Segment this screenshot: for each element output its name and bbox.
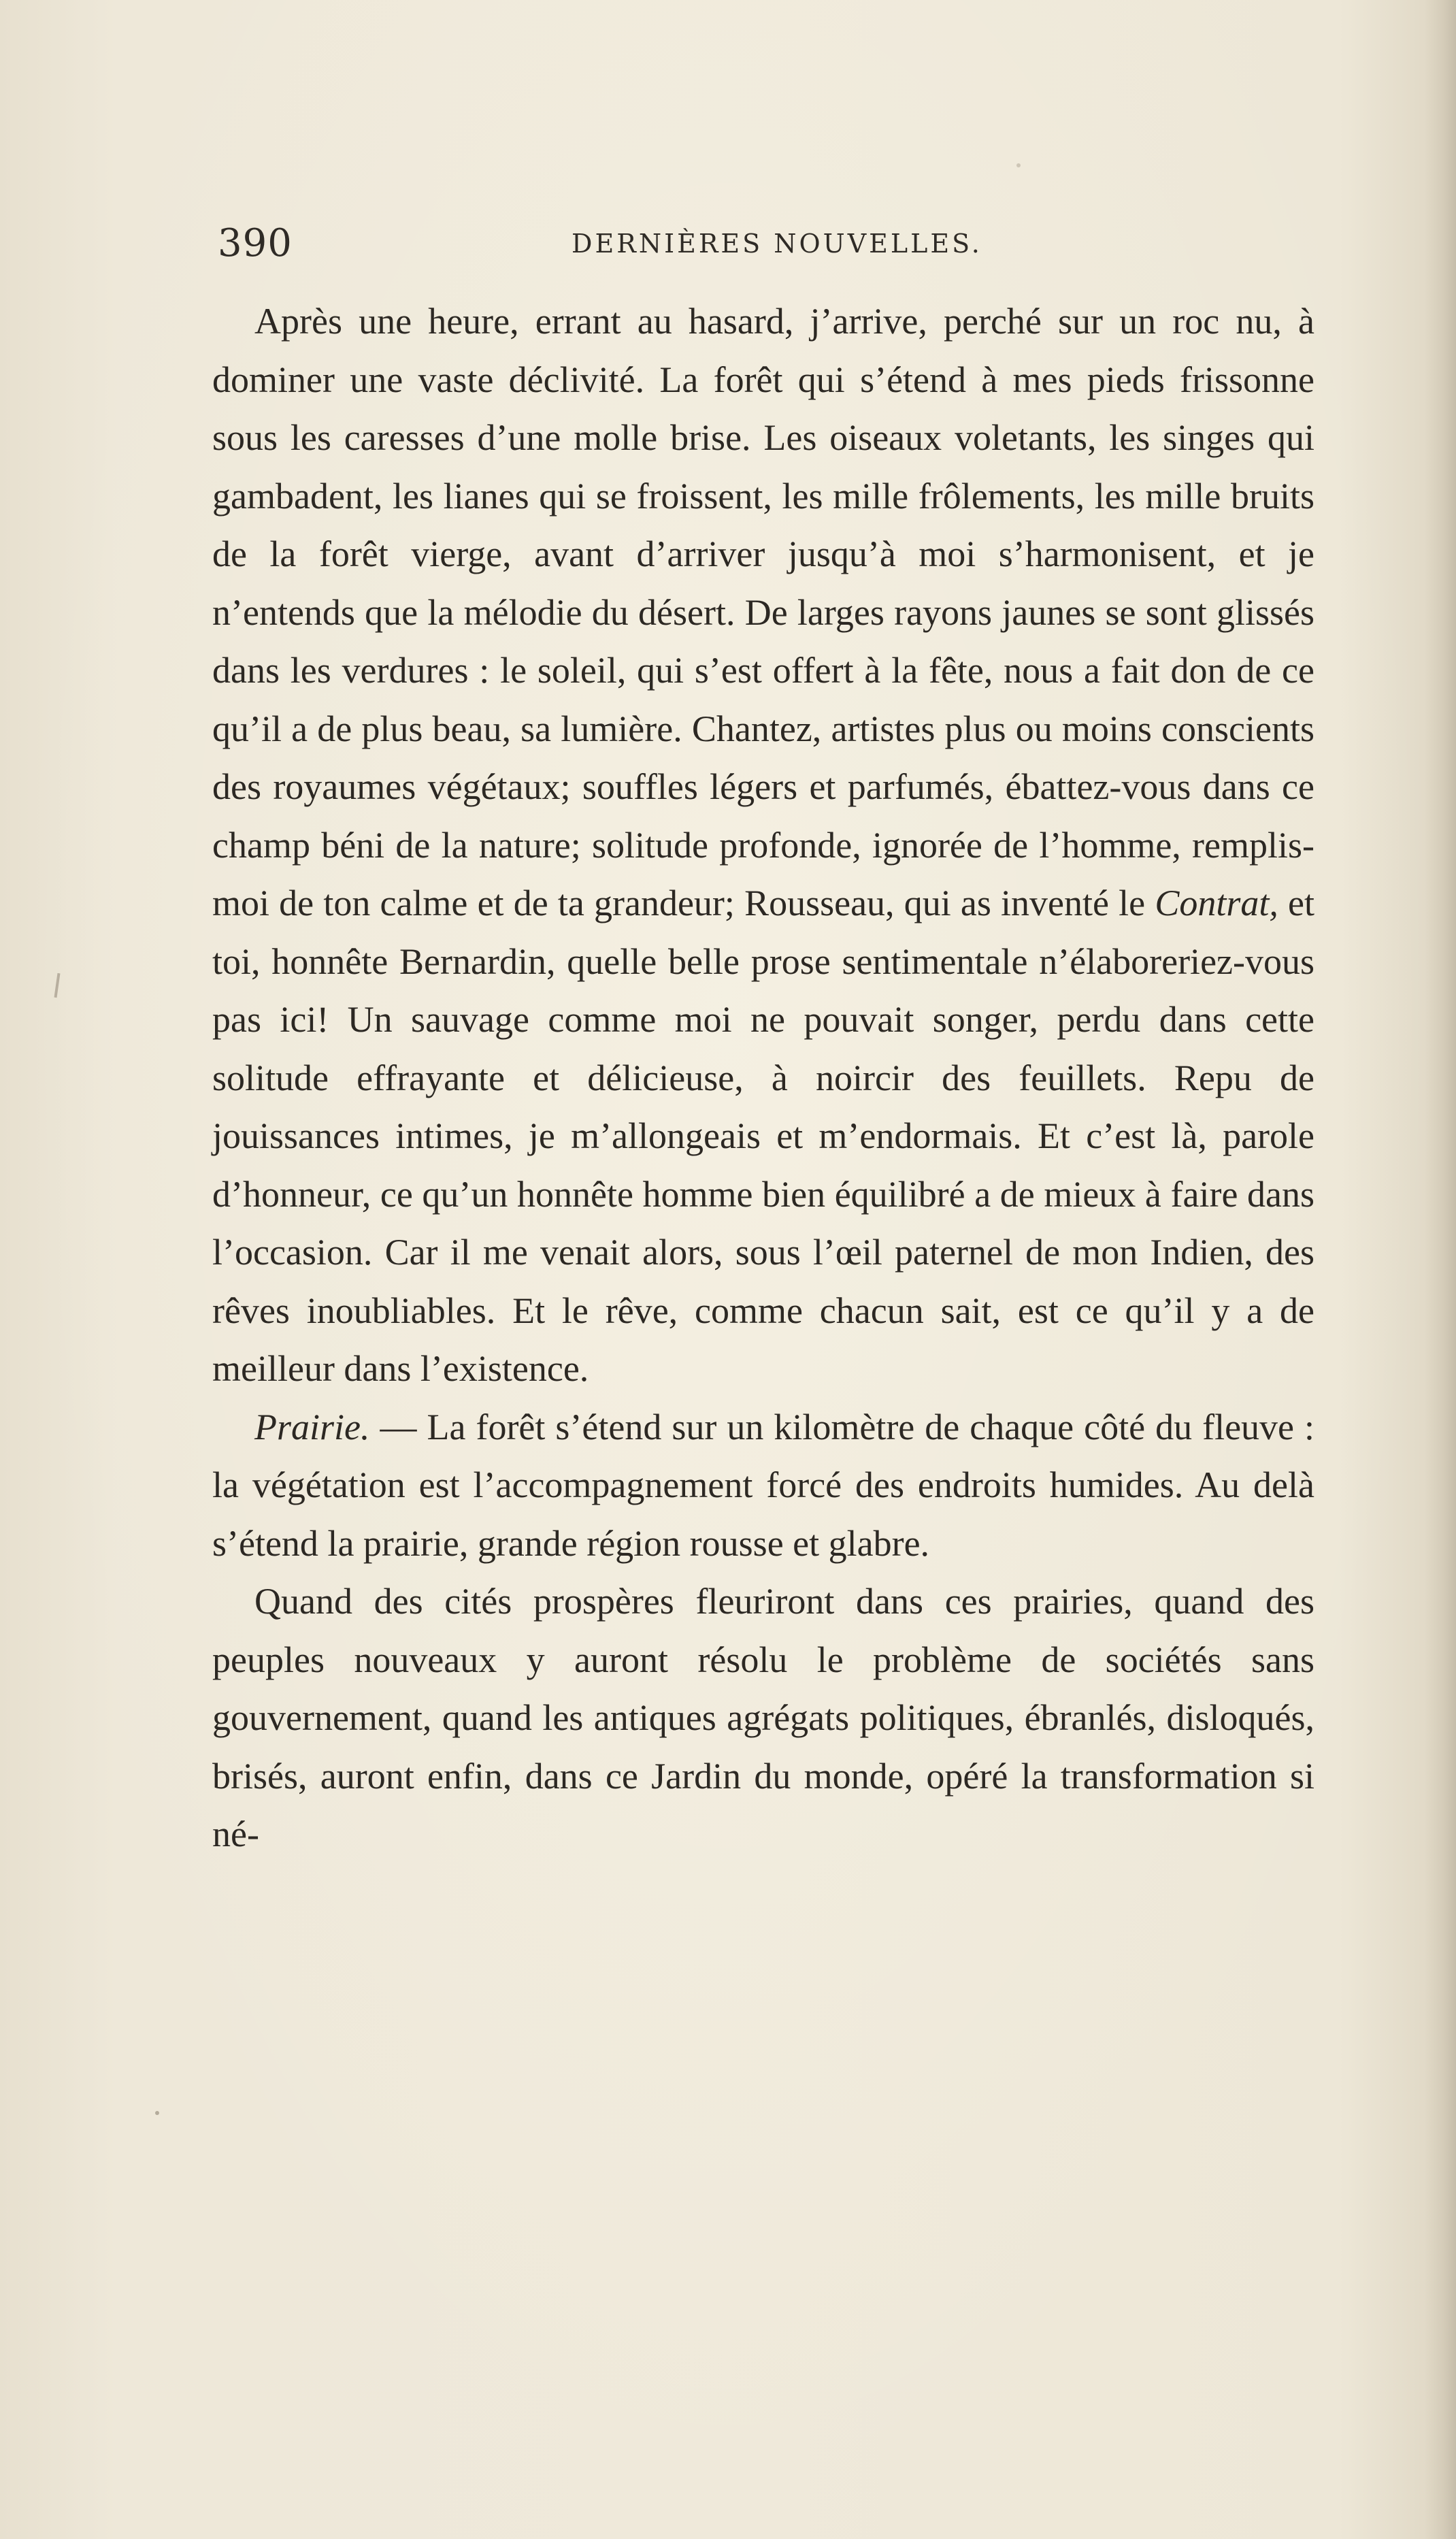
running-title: DERNIÈRES NOUVELLES.	[572, 229, 982, 259]
paragraph-cities	[212, 1573, 1314, 1864]
paragraph-forest	[212, 293, 1314, 1398]
paragraph-cities-text: Quand des cités prospères fleuriront dans ces prairies, quand des peuples nouveaux y auront résolu le problème de sociétés sans gouvernement, quand les antiques agrégats politiques, ébranlés, disloqués, brisés, auront enfin, dans ce Jardin du monde, opéré la transformation si né-	[212, 1581, 1314, 1854]
paragraph-prairie	[212, 1398, 1314, 1573]
paragraph-forest-text: Après une heure, errant au hasard, j’arrive, perché sur un roc nu, à dominer une vaste déclivité. La forêt qui s’étend à mes pieds frissonne sous les caresses d’une molle brise. Les oiseaux voletants, les singes qui gambadent, les lianes qui se froissent, les mille frôlements, les mille bruits de la forêt vierge, avant d’arriver jusqu’à moi s’harmonisent, et je n’entends que la mélodie du désert. De larges rayons jaunes se sont glissés dans les verdures : le soleil, qui s’est offert à la fête, nous a fait don de ce qu’il a de plus beau, sa lumière. Chantez, artistes plus ou moins conscients des royaumes végétaux; souffles légers et parfumés, ébattez-vous dans ce champ béni de la nature; solitude profonde, ignorée de l’homme, remplis-moi de ton calme et de ta grandeur; Rousseau, qui as inventé le	[212, 301, 1314, 923]
paper-speck	[1016, 163, 1021, 167]
body-text	[212, 293, 1314, 1864]
page-number: 390	[218, 221, 293, 265]
page-header	[218, 216, 1320, 271]
italic-title-contrat: Contrat,	[1155, 883, 1278, 923]
margin-pencil-mark	[54, 973, 61, 998]
paragraph-prairie-text: La forêt s’étend sur un kilomètre de chaque côté du fleuve : la végétation est l’accompagnement forcé des endroits humides. Au delà s’étend la prairie, grande région rousse et glabre.	[212, 1406, 1315, 1564]
page-edge-shadow	[1425, 0, 1456, 2539]
paper-speck	[155, 2111, 159, 2115]
paragraph-forest-text-cont: et toi, honnête Bernardin, quelle belle prose sentimentale n’élaboreriez-vous pas ici! Un sauvage comme moi ne pouvait songer, perdu dans cette solitude effrayante et délicieuse, à noircir des feuillets. Repu de jouissances intimes, je m’allongeais et m’endormais. Et c’est là, parole d’honneur, ce qu’un honnête homme bien équilibré a de mieux à faire dans l’occasion. Car il me venait alors, sous l’œil paternel de mon Indien, des rêves inoubliables. Et le rêve, comme chacun sait, est ce qu’il y a de meilleur dans l’existence.	[212, 883, 1315, 1389]
em-dash: —	[369, 1406, 427, 1447]
section-lead-prairie: Prairie.	[254, 1406, 370, 1447]
